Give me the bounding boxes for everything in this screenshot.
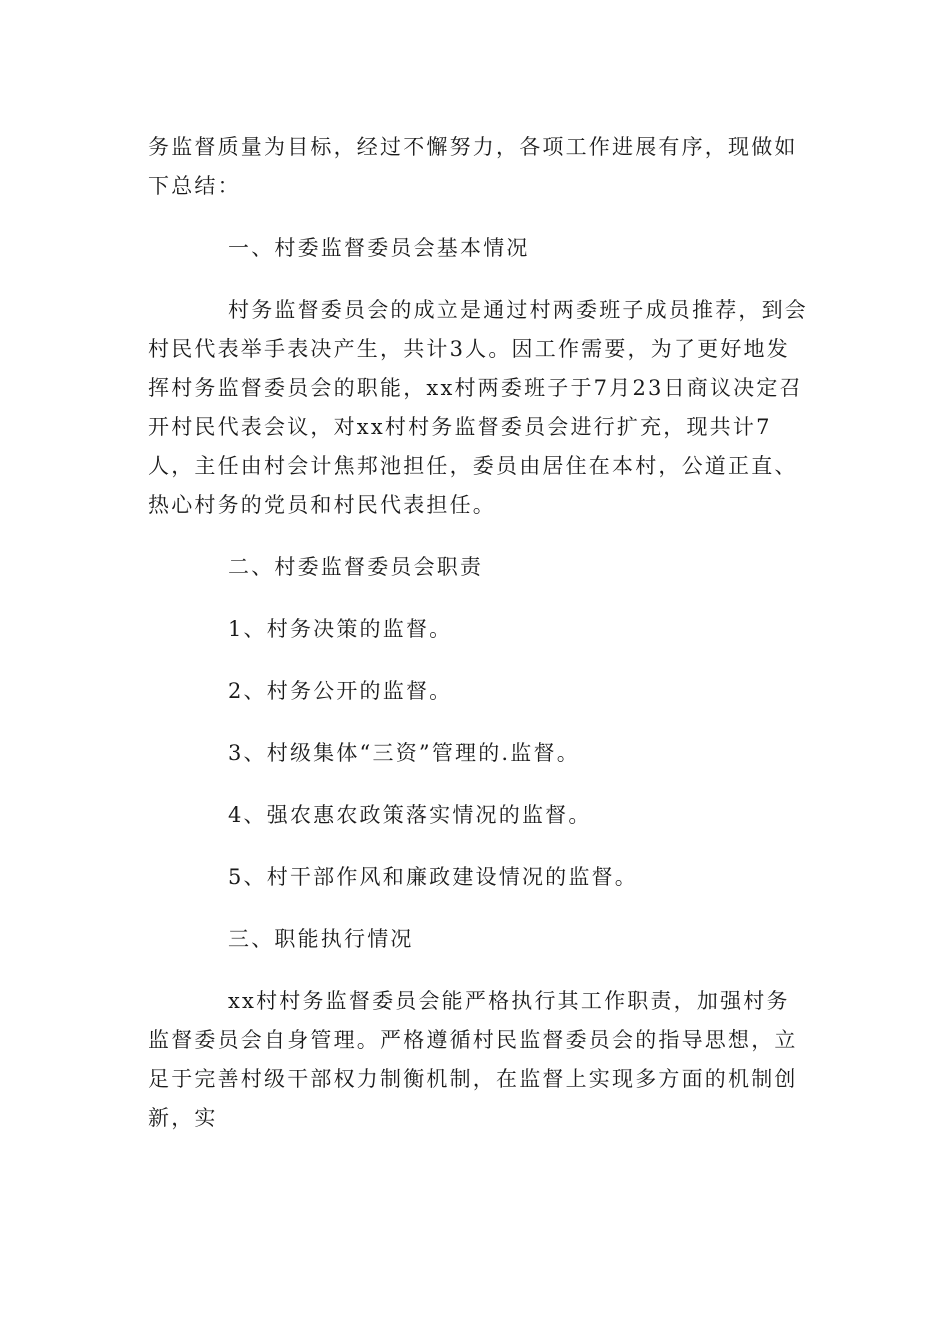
section-heading-execution: 三、职能执行情况 [228,927,414,951]
section-heading-duties: 二、村委监督委员会职责 [228,555,484,579]
paragraph-execution: xx村村务监督委员会能严格执行其工作职责，加强村务监督委员会自身管理。严格遵循村民监督委员会的指导思想，立足于完善村级干部权力制衡机制，在监督上实现多方面的机制创新，实 [148,989,798,1130]
duty-item-3: 3、村级集体“三资”管理的.监督。 [228,741,580,765]
duty-item-2: 2、村务公开的监督。 [228,679,453,703]
paragraph-basic-info: 村务监督委员会的成立是通过村两委班子成员推荐，到会村民代表举手表决产生，共计3人。因工作需要，为了更好地发挥村务监督委员会的职能，xx村两委班子于7月23日商议决定召开村民代表会议，对xx村村务监督委员会进行扩充，现共计7人，主任由村会计焦邦池担任，委员由居住在本村，公道正直、热心村务的党员和村民代表担任。 [148,298,808,517]
section-heading-basic-info: 一、村委监督委员会基本情况 [228,236,530,260]
paragraph-summary-intro: 务监督质量为目标，经过不懈努力，各项工作进展有序，现做如下总结： [148,135,798,198]
duty-item-1: 1、村务决策的监督。 [228,617,453,641]
duty-item-4: 4、强农惠农政策落实情况的监督。 [228,803,592,827]
duty-item-5: 5、村干部作风和廉政建设情况的监督。 [228,865,638,889]
document-body [148,128,808,1138]
